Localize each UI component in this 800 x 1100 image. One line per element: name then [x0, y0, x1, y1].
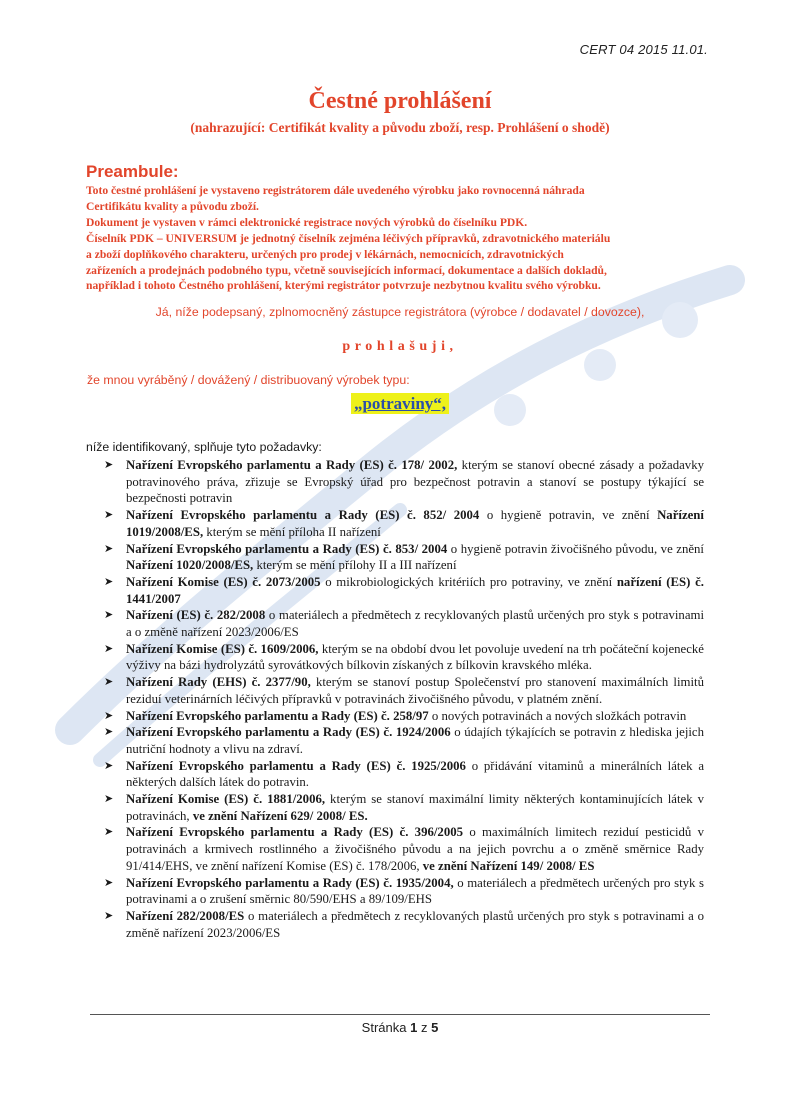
page-label: Stránka: [361, 1020, 407, 1035]
requirement-item: [104, 724, 704, 757]
regulation-reference: Nařízení 1020/2008/ES,: [126, 558, 254, 573]
regulation-reference: nařízení (ES) č. 1441/2007: [126, 574, 704, 606]
document-subtitle: (nahrazující: Certifikát kvality a původu zboží, resp. Prohlášení o shodě): [190, 120, 610, 135]
requirement-item: [104, 758, 704, 791]
requirement-item: [104, 824, 704, 874]
regulation-description: o přidávání vitaminů a minerálních látek a některých dalších látek do potravin.: [126, 758, 704, 790]
declare-word: prohlašuji,: [342, 339, 458, 354]
preamble-line: Dokument je vystaven v rámci elektronické registrace nových výrobků do číselníku PDK.: [86, 215, 528, 229]
document-title: Čestné prohlášení: [308, 88, 492, 114]
preamble-line: například i tohoto Čestného prohlášení, kterými registrátor potvrzuje nezbytnou kvalitu svého výrobku.: [86, 279, 601, 293]
regulation-description: kterým se stanoví maximální limity některých kontaminujících látek v potravinách,: [126, 792, 704, 823]
arrow-bullet-icon: ➤: [104, 542, 114, 555]
regulation-description: kterým se stanoví obecné zásady a požadavky potravinového práva, zřizuje se Evropský úřad pro bezpečnost potravin a stanoví se postupy týkající se bezpečnosti potravin: [126, 458, 705, 506]
preamble-line: zařízeních a prodejnách podobného typu, včetně souvisejících informací, dokumentace a dalších dokladů,: [86, 263, 607, 277]
regulation-reference: Nařízení Evropského parlamentu a Rady (ES) č. 1924/2006: [126, 725, 451, 740]
requirement-item: [104, 908, 704, 941]
page-current: 1: [410, 1020, 418, 1035]
arrow-bullet-icon: ➤: [104, 909, 114, 922]
arrow-bullet-icon: ➤: [104, 575, 114, 588]
arrow-bullet-icon: ➤: [104, 642, 114, 655]
page-separator: z: [420, 1020, 428, 1035]
regulation-description: o materiálech a předmětech z recyklovaných plastů určených pro styk s potravinami a o změně nařízení 2023/2006/ES: [126, 908, 704, 940]
requirement-item: [104, 541, 704, 574]
page-total: 5: [431, 1020, 439, 1035]
preamble-line: Toto čestné prohlášení je vystaveno registrátorem dále uvedeného výrobku jako rovnocenná náhrada: [86, 184, 585, 197]
regulation-reference: Nařízení Evropského parlamentu a Rady (ES) č. 396/2005: [126, 825, 464, 840]
requirement-item: [104, 507, 704, 540]
product-type-label: „potraviny“,: [351, 393, 449, 414]
regulation-reference: Nařízení Evropského parlamentu a Rady (ES) č. 1935/2004,: [126, 875, 454, 890]
regulation-reference: Nařízení Evropského parlamentu a Rady (ES) č. 852/ 2004: [126, 508, 480, 523]
regulation-reference: Nařízení 282/2008/ES: [126, 908, 245, 923]
regulation-description: o materiálech a předmětech z recyklovaných plastů určených pro styk s potravinami a o změně nařízení 2023/2006/ES: [126, 608, 705, 640]
page-number: [0, 1020, 800, 1035]
requirement-item: [104, 674, 704, 707]
regulation-description: o materiálech a předmětech určených pro styk s potravinami a o zrušení směrnic 80/590/EHS a 89/109/EHS: [126, 875, 704, 907]
arrow-bullet-icon: ➤: [104, 509, 114, 522]
arrow-bullet-icon: ➤: [104, 759, 114, 772]
arrow-bullet-icon: ➤: [104, 876, 114, 889]
regulation-reference: Nařízení Rady (EHS) č. 2377/90,: [126, 675, 311, 690]
regulation-reference: Nařízení Evropského parlamentu a Rady (ES) č. 178/ 2002,: [126, 458, 458, 472]
regulation-description: o hygieně potravin, ve znění: [479, 508, 658, 523]
footer-divider: [90, 1014, 710, 1015]
arrow-bullet-icon: ➤: [104, 609, 114, 622]
requirement-item: [104, 708, 704, 725]
declarant-statement: Já, níže podepsaný, zplnomocněný zástupce registrátora (výrobce / dodavatel / dovozce),: [155, 305, 645, 319]
product-type-wrapper: [0, 393, 800, 414]
regulation-description: o údajích týkajících se potravin z hlediska jejich nutriční hodnoty a vlivu na zdraví.: [126, 725, 705, 756]
requirement-item: [104, 641, 704, 674]
regulation-reference: ve znění Nařízení 149/ 2008/ ES: [422, 858, 595, 873]
regulation-description: o mikrobiologických kritériích pro potraviny, ve znění: [320, 574, 617, 589]
arrow-bullet-icon: ➤: [104, 459, 114, 471]
arrow-bullet-icon: ➤: [104, 676, 114, 689]
regulation-description: kterým se stanoví postup Společenství pro stanovení maximálních limitů reziduí veterinárních léčivých přípravků v potravinách živočišného původu, v platném znění.: [126, 675, 704, 706]
preamble-line: Certifikátu kvality a původu zboží.: [86, 199, 259, 213]
regulation-description: kterým se mění příloha II nařízení: [203, 524, 381, 539]
arrow-bullet-icon: ➤: [104, 793, 114, 806]
regulation-reference: Nařízení Komise (ES) č. 1881/2006,: [126, 792, 326, 807]
regulation-description: o hygieně potravin živočišného původu, ve znění: [447, 541, 704, 556]
regulation-reference: ve znění Nařízení 629/ 2008/ ES.: [192, 808, 368, 823]
arrow-bullet-icon: ➤: [104, 709, 114, 722]
requirements-list: [104, 457, 704, 941]
product-intro: že mnou vyráběný / dovážený / distribuovaný výrobek typu:: [87, 373, 410, 387]
preamble-line: a zboží doplňkového charakteru, určených pro prodej v lékárnách, nemocnicích, zdravotnických: [86, 247, 564, 261]
regulation-reference: Nařízení Komise (ES) č. 2073/2005: [126, 574, 321, 589]
regulation-reference: Nařízení Evropského parlamentu a Rady (ES) č. 853/ 2004: [126, 541, 448, 556]
requirement-item: [104, 457, 704, 507]
requirements-intro: níže identifikovaný, splňuje tyto požadavky:: [86, 440, 322, 454]
requirement-item: [104, 607, 704, 640]
regulation-reference: Nařízení Evropského parlamentu a Rady (ES) č. 258/97: [126, 708, 429, 723]
regulation-reference: Nařízení Evropského parlamentu a Rady (ES) č. 1925/2006: [126, 758, 466, 773]
regulation-reference: Nařízení (ES) č. 282/2008: [126, 608, 266, 623]
regulation-reference: Nařízení 1019/2008/ES,: [126, 508, 704, 539]
document-id: CERT 04 2015 11.01.: [579, 42, 708, 57]
regulation-description: kterým se mění přílohy II a III nařízení: [253, 558, 457, 573]
regulation-description: o maximálních limitech reziduí pesticidů v potravinách a krmivech rostlinného a živočišného původu a na jejich povrchu a o změně směrnice Rady 91/414/EHS, ve znění nařízení Komise (ES) č. 178/2006,: [126, 825, 705, 873]
requirement-item: [104, 791, 704, 824]
regulation-reference: Nařízení Komise (ES) č. 1609/2006,: [126, 641, 319, 656]
arrow-bullet-icon: ➤: [104, 826, 114, 839]
regulation-description: kterým se na období dvou let povoluje uvedení na trh počáteční kojenecké výživy na bázi hydrolyzátů syrovátkových bílkovin získaných z bílkovin kravského mléka.: [126, 641, 704, 673]
requirement-item: [104, 875, 704, 908]
preamble-text: [86, 183, 706, 294]
preamble-line: Číselník PDK – UNIVERSUM je jednotný číselník zejména léčivých přípravků, zdravotnického materiálu: [86, 231, 611, 245]
arrow-bullet-icon: ➤: [104, 726, 114, 739]
regulation-description: o nových potravinách a nových složkách potravin: [428, 708, 687, 723]
requirement-item: [104, 574, 704, 607]
preamble-heading: Preambule:: [86, 162, 179, 181]
